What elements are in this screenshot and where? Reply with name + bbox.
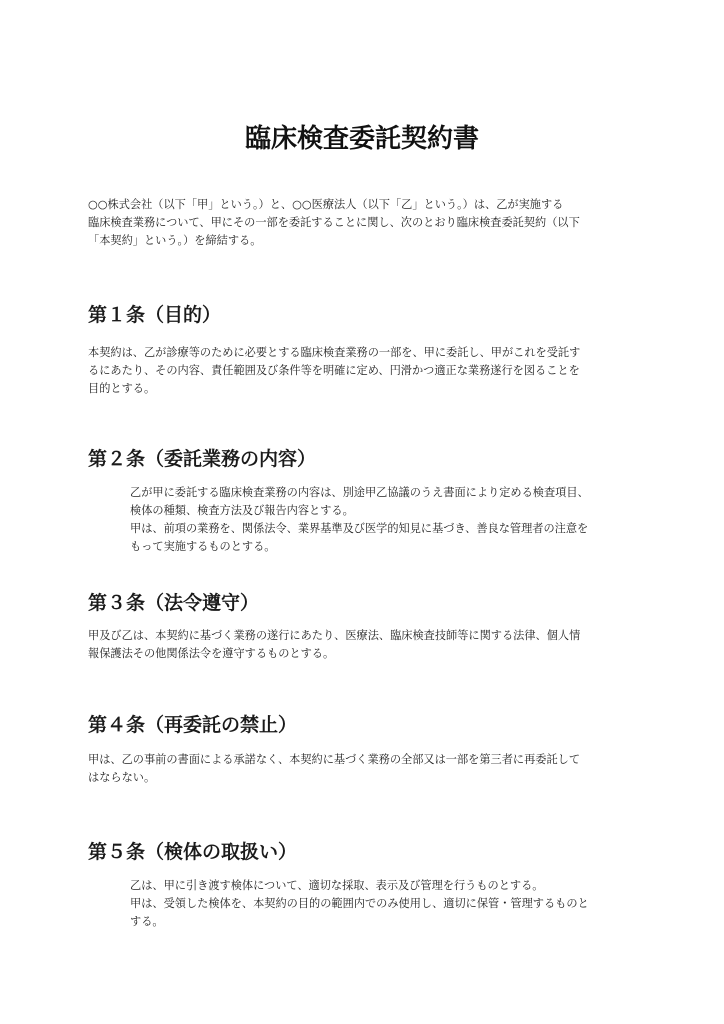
article-line: 報保護法その他関係法令を遵守するものとする。: [88, 647, 335, 660]
article-line: 本契約は、乙が診療等のために必要とする臨床検査業務の一部を、甲に委託し、甲がこれを受託す: [88, 346, 581, 359]
article-line: 検体の種類、検査方法及び報告内容とする。: [130, 504, 354, 517]
article-line: もって実施するものとする。: [130, 540, 276, 553]
article-line: 目的とする。: [88, 382, 156, 395]
article-1-heading: 第１条（目的）: [88, 304, 222, 326]
preamble-line: 「本契約」という。）を締結する。: [88, 234, 262, 247]
article-2-body: [130, 484, 589, 556]
preamble: [88, 196, 580, 250]
article-1-body: [88, 344, 580, 398]
document-title: 臨床検査委託契約書: [244, 124, 479, 154]
article-line: るにあたり、その内容、責任範囲及び条件等を明確に定め、円滑かつ適正な業務遂行を図ることを: [88, 364, 580, 377]
article-5-body: [130, 877, 589, 931]
article-5-heading: 第５条（検体の取扱い）: [88, 841, 298, 863]
article-3-heading: 第３条（法令遵守）: [88, 592, 260, 614]
article-3-body: [88, 627, 580, 663]
article-line: 甲は、受領した検体を、本契約の目的の範囲内でのみ使用し、適切に保管・管理するものと: [130, 897, 589, 910]
preamble-line: ○○株式会社（以下「甲」という。）と、○○医療法人（以下「乙」という。）は、乙が実施する: [88, 198, 564, 211]
article-line: 乙は、甲に引き渡す検体について、適切な採取、表示及び管理を行うものとする。: [130, 879, 544, 892]
article-2-heading: 第２条（委託業務の内容）: [88, 448, 317, 470]
preamble-line: 臨床検査業務について、甲にその一部を委託することに関し、次のとおり臨床検査委託契約（以下: [88, 216, 580, 229]
article-line: 甲は、乙の事前の書面による承諾なく、本契約に基づく業務の全部又は一部を第三者に再委託して: [88, 753, 581, 766]
article-4-heading: 第４条（再委託の禁止）: [88, 714, 298, 736]
article-line: する。: [130, 915, 164, 928]
article-line: 甲及び乙は、本契約に基づく業務の遂行にあたり、医療法、臨床検査技師等に関する法律、個人情: [88, 629, 581, 642]
article-line: 甲は、前項の業務を、関係法令、業界基準及び医学的知見に基づき、善良な管理者の注意を: [130, 522, 589, 535]
article-4-body: [88, 751, 580, 787]
article-line: はならない。: [88, 771, 156, 784]
article-line: 乙が甲に委託する臨床検査業務の内容は、別途甲乙協議のうえ書面により定める検査項目、: [130, 486, 589, 499]
